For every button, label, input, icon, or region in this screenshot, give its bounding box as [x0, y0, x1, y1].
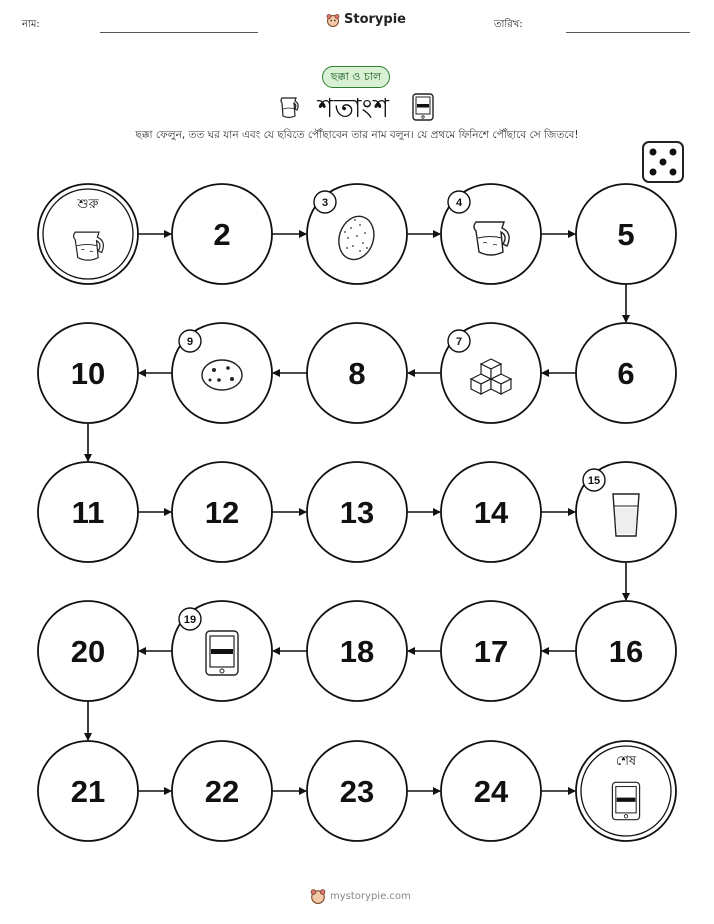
board-cell-22[interactable]: [172, 741, 272, 841]
board-cell-13[interactable]: [307, 462, 407, 562]
board-cell-21[interactable]: [38, 741, 138, 841]
cookie-icon: [202, 360, 242, 390]
name-label: নাম:: [22, 19, 40, 30]
board-cell-12[interactable]: [172, 462, 272, 562]
board-cell-5[interactable]: [576, 184, 676, 284]
cell-number: 7: [455, 336, 463, 348]
cell-number: 11: [71, 495, 105, 530]
board-cell-6[interactable]: [576, 323, 676, 423]
cell-number: 17: [473, 634, 509, 669]
cell-number: 9: [186, 336, 194, 348]
glass-icon: [613, 494, 639, 536]
board-cell-3[interactable]: [307, 184, 407, 284]
board-cell-7[interactable]: [441, 323, 541, 423]
page-title: শতাংশ: [318, 94, 391, 124]
board-cell-20[interactable]: [38, 601, 138, 701]
game-badge: ছক্কা ও চাল: [322, 66, 390, 88]
cell-number: 18: [339, 634, 375, 669]
instructions: ছক্কা ফেলুন, তত ঘর যান এবং যে ছবিতে পৌঁছাবেন তার নাম বলুন। যে প্রথমে ফিনিশে পৌঁছাবে সে জিতবে!: [135, 129, 579, 141]
cell-number: 14: [473, 495, 509, 530]
board-cell-19[interactable]: [172, 601, 272, 701]
cell-number: 6: [617, 356, 635, 391]
cell-number: 20: [70, 634, 106, 669]
brand-name: Storypie: [344, 12, 406, 27]
board-cell-17[interactable]: [441, 601, 541, 701]
board-cell-25[interactable]: [576, 741, 676, 841]
board-cell-1[interactable]: [38, 184, 138, 284]
board-cell-24[interactable]: [441, 741, 541, 841]
start-label: শুরু: [77, 196, 99, 211]
board-cell-14[interactable]: [441, 462, 541, 562]
board-cell-11[interactable]: [38, 462, 138, 562]
tablet-icon: [612, 782, 639, 819]
cell-number: 21: [70, 774, 106, 809]
cell-number: 2: [213, 217, 231, 252]
cell-number: 10: [70, 356, 106, 391]
dice-icon[interactable]: [643, 142, 683, 182]
cell-number: 4: [455, 197, 463, 209]
board-cell-4[interactable]: [441, 184, 541, 284]
cell-number: 23: [339, 774, 375, 809]
tablet-icon: [206, 631, 238, 675]
date-label: তারিখ:: [494, 19, 523, 30]
storypie-logo-icon: [310, 888, 326, 904]
cell-number: 24: [473, 774, 509, 809]
board-cell-8[interactable]: [307, 323, 407, 423]
cell-number: 12: [204, 495, 240, 530]
footer-url: mystorypie.com: [330, 890, 411, 902]
board-cell-9[interactable]: [172, 323, 272, 423]
cell-number: 3: [321, 197, 329, 209]
cell-number: 15: [587, 475, 601, 487]
board-cell-23[interactable]: [307, 741, 407, 841]
footer: [310, 888, 411, 904]
cell-number: 13: [339, 495, 375, 530]
cell-number: 8: [348, 356, 366, 391]
board-cell-10[interactable]: [38, 323, 138, 423]
board-cell-16[interactable]: [576, 601, 676, 701]
cell-number: 16: [608, 634, 644, 669]
end-label: শেষ: [615, 753, 637, 768]
board-cell-18[interactable]: [307, 601, 407, 701]
cell-number: 22: [204, 774, 240, 809]
cell-number: 5: [617, 217, 635, 252]
board-cell-2[interactable]: [172, 184, 272, 284]
board-cell-15[interactable]: [576, 462, 676, 562]
cell-number: 19: [183, 614, 197, 626]
